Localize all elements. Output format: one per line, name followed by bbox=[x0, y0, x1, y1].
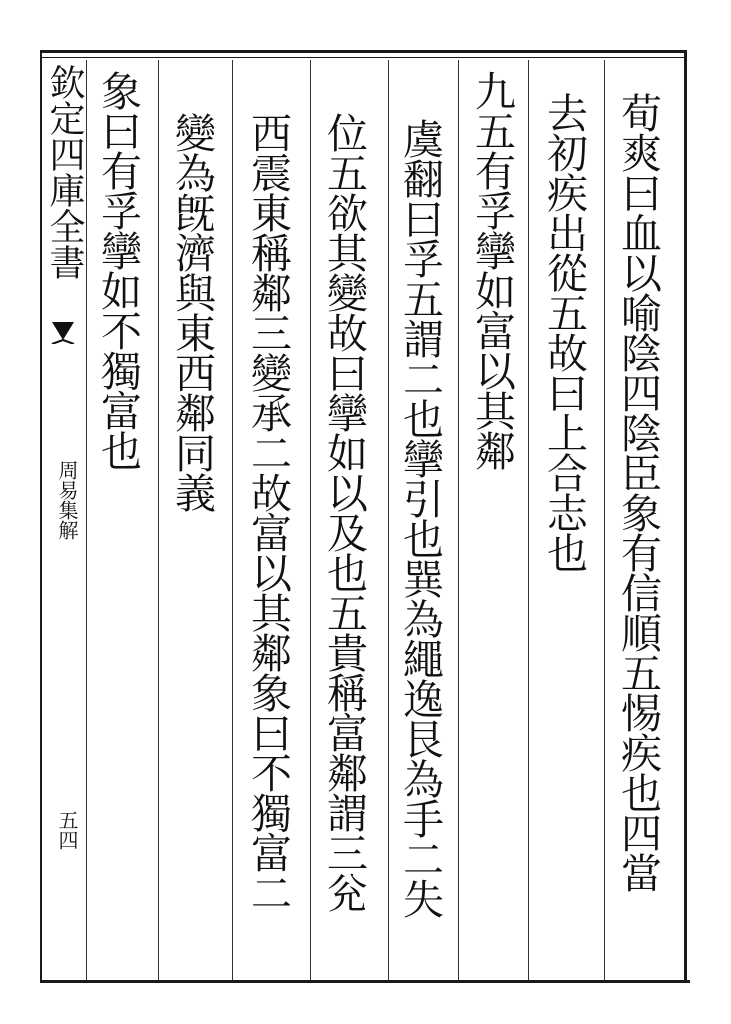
column-divider bbox=[388, 60, 389, 980]
top-border-inner bbox=[40, 57, 685, 58]
text-column-5: 位五欲其變故曰攣如以及也五貴稱富鄰謂三兊 bbox=[320, 112, 368, 912]
text-column-7: 變為旣濟與東西鄰同義 bbox=[168, 112, 216, 512]
page-number: 五四 bbox=[55, 810, 79, 850]
text-column-1: 荀爽曰血以喻陰四陰臣象有信順五惕疾也四當 bbox=[614, 92, 662, 892]
bottom-border bbox=[40, 980, 690, 983]
top-border bbox=[40, 50, 685, 53]
column-divider bbox=[458, 60, 459, 980]
fish-tail-mark-icon bbox=[50, 318, 76, 344]
column-divider bbox=[158, 60, 159, 980]
text-column-4: 虞翻曰孚五謂二也攣引也巽為繩逸艮為手二失 bbox=[396, 118, 444, 918]
column-divider bbox=[310, 60, 311, 980]
text-column-2: 去初疾出從五故曰上合志也 bbox=[540, 92, 588, 572]
book-title: 周易集解 bbox=[55, 460, 79, 540]
right-border bbox=[684, 50, 687, 983]
column-divider bbox=[232, 60, 233, 980]
column-divider bbox=[528, 60, 529, 980]
text-column-8: 象曰有孚攣如不獨富也 bbox=[94, 70, 142, 470]
text-column-6: 西震東稱鄰三變承二故富以其鄰象曰不獨富二 bbox=[244, 112, 292, 912]
collection-title: 欽定四庫全書 bbox=[44, 64, 85, 280]
column-divider bbox=[604, 60, 605, 980]
left-border bbox=[40, 50, 42, 983]
text-column-3: 九五有孚攣如富以其鄰 bbox=[468, 70, 516, 470]
column-divider bbox=[86, 60, 87, 980]
